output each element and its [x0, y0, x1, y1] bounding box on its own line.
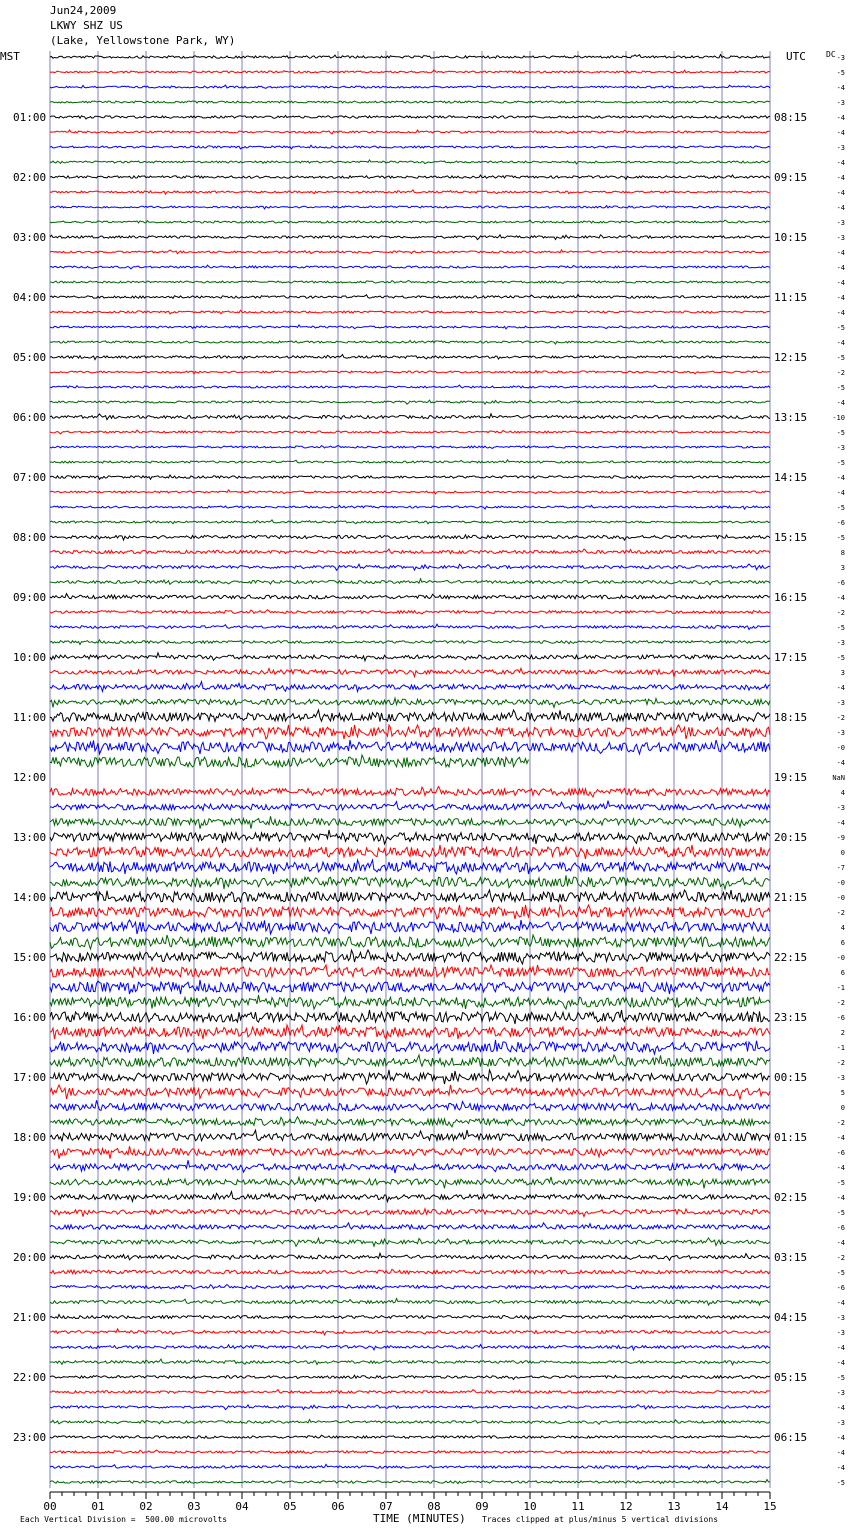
trace-offset-label: -4	[836, 1344, 845, 1352]
trace-82	[50, 1285, 770, 1290]
trace-offset-label: -3	[836, 444, 845, 452]
right-hour-label: 06:15	[774, 1431, 808, 1444]
trace-12	[50, 235, 770, 240]
trace-92	[50, 1435, 770, 1438]
trace-offset-label: 4	[840, 789, 845, 797]
right-hour-label: 03:15	[774, 1251, 808, 1264]
trace-40	[50, 653, 770, 661]
trace-offset-label: -3	[836, 54, 845, 62]
trace-83	[50, 1299, 770, 1306]
trace-28	[50, 475, 770, 479]
trace-8	[50, 175, 770, 180]
right-hour-label: 10:15	[774, 231, 808, 244]
trace-44	[50, 710, 770, 722]
trace-69	[50, 1085, 770, 1099]
right-hour-label: 04:15	[774, 1311, 808, 1324]
trace-offset-label: -3	[836, 729, 845, 737]
left-hour-label: 06:00	[13, 411, 47, 424]
trace-offset-label: -3	[836, 234, 845, 242]
trace-offset-label: 5	[840, 1089, 845, 1097]
trace-offset-label: -6	[836, 579, 845, 587]
trace-offset-label: -4	[836, 1134, 845, 1142]
trace-1	[50, 70, 770, 73]
trace-47	[50, 755, 529, 767]
trace-31	[50, 520, 770, 524]
trace-offset-label: -5	[836, 504, 845, 512]
right-hour-label: 11:15	[774, 291, 808, 304]
trace-35	[50, 579, 770, 585]
trace-offset-label: -4	[836, 279, 845, 287]
trace-offset-label: -4	[836, 1299, 845, 1307]
trace-94	[50, 1464, 770, 1469]
trace-offset-label: -4	[836, 1404, 845, 1412]
left-hour-label: 05:00	[13, 351, 47, 364]
trace-offset-label: -6	[836, 1149, 845, 1157]
x-tick-label: 02	[139, 1500, 153, 1513]
trace-offset-label: -0	[836, 879, 845, 887]
trace-22	[50, 385, 770, 388]
right-hour-label: 01:15	[774, 1131, 808, 1144]
trace-offset-label: -4	[836, 159, 845, 167]
trace-33	[50, 549, 770, 554]
trace-68	[50, 1070, 770, 1084]
trace-offset-label: -6	[836, 519, 845, 527]
x-tick-label: 08	[427, 1500, 441, 1513]
trace-offset-label: -3	[836, 1389, 845, 1397]
clip-note: Traces clipped at plus/minus 5 vertical divisions	[482, 1515, 719, 1524]
trace-offset-label: 3	[840, 669, 845, 677]
trace-64	[50, 1010, 770, 1024]
trace-offset-label: -5	[836, 384, 845, 392]
x-tick-label: 06	[331, 1500, 345, 1513]
x-tick-label: 11	[571, 1500, 585, 1513]
right-hour-label: 00:15	[774, 1071, 808, 1084]
trace-17	[50, 310, 770, 314]
right-hour-label: 20:15	[774, 831, 808, 844]
trace-offset-label: -3	[836, 1329, 845, 1337]
trace-58	[50, 920, 770, 934]
trace-76	[50, 1192, 770, 1202]
x-tick-label: 00	[43, 1500, 57, 1513]
trace-16	[50, 294, 770, 298]
left-hour-label: 22:00	[13, 1371, 47, 1384]
left-hour-label: 20:00	[13, 1251, 47, 1264]
trace-0	[50, 55, 770, 59]
trace-offset-label: -4	[836, 819, 845, 827]
trace-offset-label: -4	[836, 1164, 845, 1172]
right-hour-label: 15:15	[774, 531, 808, 544]
x-axis-label: TIME (MINUTES)	[373, 1512, 466, 1525]
trace-25	[50, 430, 770, 434]
trace-offset-label: -0	[836, 954, 845, 962]
trace-offset-label: NaN	[832, 774, 845, 782]
trace-59	[50, 935, 770, 949]
trace-53	[50, 845, 770, 859]
trace-offset-label: -2	[836, 999, 845, 1007]
trace-offset-label: -5	[836, 534, 845, 542]
trace-67	[50, 1055, 770, 1067]
trace-41	[50, 668, 770, 676]
left-hour-label: 11:00	[13, 711, 47, 724]
trace-offset-label: -3	[836, 1314, 845, 1322]
trace-offset-label: -5	[836, 624, 845, 632]
trace-offset-label: -3	[836, 1074, 845, 1082]
trace-offset-label: -4	[836, 1449, 845, 1457]
trace-65	[50, 1025, 770, 1039]
trace-23	[50, 400, 770, 404]
trace-offset-label: -2	[836, 609, 845, 617]
dc-label: DC	[826, 50, 836, 59]
trace-offset-label: -4	[836, 129, 845, 137]
trace-46	[50, 740, 770, 754]
trace-70	[50, 1100, 770, 1110]
trace-77	[50, 1209, 770, 1217]
trace-offset-label: -4	[836, 1464, 845, 1472]
x-tick-label: 13	[667, 1500, 681, 1513]
trace-offset-label: -5	[836, 1269, 845, 1277]
left-hour-label: 10:00	[13, 651, 47, 664]
left-hour-label: 02:00	[13, 171, 47, 184]
trace-offset-label: -6	[836, 1224, 845, 1232]
trace-89	[50, 1390, 770, 1394]
trace-34	[50, 564, 770, 570]
trace-84	[50, 1315, 770, 1320]
trace-offset-label: -0	[836, 744, 845, 752]
left-hour-label: 19:00	[13, 1191, 47, 1204]
trace-81	[50, 1269, 770, 1274]
trace-offset-label: -4	[836, 1359, 845, 1367]
x-tick-label: 01	[91, 1500, 105, 1513]
trace-78	[50, 1223, 770, 1229]
trace-offset-label: -4	[836, 174, 845, 182]
x-tick-label: 07	[379, 1500, 393, 1513]
header-date: Jun24,2009	[50, 4, 117, 17]
trace-54	[50, 860, 770, 874]
left-hour-label: 18:00	[13, 1131, 47, 1144]
right-timezone-label: UTC	[786, 50, 806, 63]
trace-49	[50, 787, 770, 797]
left-timezone-label: MST	[0, 50, 20, 63]
trace-42	[50, 682, 770, 692]
left-hour-label: 23:00	[13, 1431, 47, 1444]
trace-offset-label: -4	[836, 264, 845, 272]
x-tick-label: 04	[235, 1500, 249, 1513]
trace-37	[50, 610, 770, 614]
trace-offset-label: -3	[836, 699, 845, 707]
scale-note: Each Vertical Division = 500.00 microvolts	[20, 1515, 228, 1524]
trace-offset-label: -2	[836, 909, 845, 917]
trace-offset-label: -3	[836, 639, 845, 647]
trace-27	[50, 460, 770, 463]
trace-91	[50, 1420, 770, 1425]
trace-offset-label: -4	[836, 1434, 845, 1442]
trace-61	[50, 965, 770, 978]
trace-offset-label: -5	[836, 69, 845, 77]
trace-43	[50, 698, 770, 707]
trace-offset-label: 0	[840, 1104, 845, 1112]
trace-offset-label: -7	[836, 864, 845, 872]
trace-14	[50, 265, 770, 269]
trace-offset-label: -1	[836, 984, 845, 992]
trace-9	[50, 190, 770, 194]
right-hour-label: 05:15	[774, 1371, 808, 1384]
trace-15	[50, 281, 770, 284]
trace-71	[50, 1117, 770, 1127]
left-hour-label: 14:00	[13, 891, 47, 904]
trace-63	[50, 995, 770, 1009]
trace-offset-label: -4	[836, 84, 845, 92]
trace-93	[50, 1450, 770, 1454]
right-hour-label: 21:15	[774, 891, 808, 904]
trace-80	[50, 1253, 770, 1260]
right-hour-label: 09:15	[774, 171, 808, 184]
trace-offset-label: -5	[836, 1374, 845, 1382]
trace-4	[50, 116, 770, 120]
trace-offset-label: 4	[840, 924, 845, 932]
left-hour-label: 15:00	[13, 951, 47, 964]
trace-36	[50, 594, 770, 599]
trace-offset-label: -2	[836, 1119, 845, 1127]
right-hour-label: 14:15	[774, 471, 808, 484]
trace-10	[50, 206, 770, 209]
trace-offset-label: -5	[836, 324, 845, 332]
left-hour-label: 21:00	[13, 1311, 47, 1324]
trace-86	[50, 1345, 770, 1350]
trace-offset-label: -3	[836, 1419, 845, 1427]
trace-offset-label: 8	[840, 549, 845, 557]
x-tick-label: 09	[475, 1500, 489, 1513]
trace-30	[50, 505, 770, 509]
trace-21	[50, 371, 770, 374]
trace-6	[50, 145, 770, 149]
trace-offset-label: -6	[836, 1284, 845, 1292]
trace-offset-label: -4	[836, 204, 845, 212]
trace-39	[50, 640, 770, 645]
right-hour-label: 02:15	[774, 1191, 808, 1204]
trace-offset-label: -4	[836, 1194, 845, 1202]
x-tick-label: 15	[763, 1500, 777, 1513]
trace-offset-label: -5	[836, 654, 845, 662]
trace-20	[50, 355, 770, 360]
trace-offset-label: -0	[836, 894, 845, 902]
trace-offset-label: -4	[836, 684, 845, 692]
header-station: LKWY SHZ US	[50, 19, 123, 32]
trace-66	[50, 1040, 770, 1054]
time-axis	[43, 1492, 776, 1513]
trace-18	[50, 325, 770, 329]
left-hour-label: 09:00	[13, 591, 47, 604]
trace-2	[50, 85, 770, 88]
trace-24	[50, 414, 770, 420]
trace-62	[50, 980, 770, 994]
trace-offset-label: -1	[836, 1044, 845, 1052]
x-tick-label: 03	[187, 1500, 201, 1513]
trace-offset-label: -2	[836, 1059, 845, 1067]
trace-52	[50, 830, 770, 844]
trace-offset-label: -4	[836, 309, 845, 317]
trace-offset-label: -4	[836, 489, 845, 497]
trace-offset-label: -5	[836, 459, 845, 467]
left-hour-label: 08:00	[13, 531, 47, 544]
trace-19	[50, 340, 770, 344]
trace-11	[50, 220, 770, 223]
trace-offset-label: -4	[836, 1239, 845, 1247]
left-hour-label: 03:00	[13, 231, 47, 244]
trace-offset-label: -5	[836, 1209, 845, 1217]
trace-offset-label: 0	[840, 849, 845, 857]
x-tick-label: 05	[283, 1500, 297, 1513]
trace-85	[50, 1329, 770, 1335]
right-hour-label: 19:15	[774, 771, 808, 784]
trace-offset-label: -4	[836, 339, 845, 347]
trace-offset-label: -4	[836, 399, 845, 407]
right-hour-label: 08:15	[774, 111, 808, 124]
trace-offset-label: -5	[836, 429, 845, 437]
trace-79	[50, 1238, 770, 1246]
trace-group	[50, 55, 770, 1484]
trace-7	[50, 160, 770, 164]
trace-offset-label: -9	[836, 834, 845, 842]
right-hour-label: 18:15	[774, 711, 808, 724]
trace-offset-label: -3	[836, 99, 845, 107]
trace-offset-label: -4	[836, 294, 845, 302]
right-hour-label: 22:15	[774, 951, 808, 964]
trace-offset-label: -4	[836, 114, 845, 122]
trace-offset-label: 2	[840, 1029, 845, 1037]
trace-57	[50, 905, 770, 919]
right-hour-label: 12:15	[774, 351, 808, 364]
trace-offset-label: -6	[836, 1014, 845, 1022]
trace-offset-label: -3	[836, 144, 845, 152]
trace-offset-label: -5	[836, 1179, 845, 1187]
trace-75	[50, 1177, 770, 1189]
x-tick-label: 14	[715, 1500, 729, 1513]
right-hour-label: 17:15	[774, 651, 808, 664]
trace-offset-label: -5	[836, 354, 845, 362]
trace-60	[50, 950, 770, 964]
trace-offset-label: -4	[836, 759, 845, 767]
trace-51	[50, 816, 770, 829]
trace-offset-label: -2	[836, 1254, 845, 1262]
trace-90	[50, 1405, 770, 1410]
trace-50	[50, 801, 770, 811]
trace-3	[50, 101, 770, 103]
trace-offset-label: -4	[836, 249, 845, 257]
trace-45	[50, 725, 770, 739]
trace-55	[50, 875, 770, 889]
left-hour-label: 16:00	[13, 1011, 47, 1024]
trace-88	[50, 1375, 770, 1379]
trace-offset-label: 3	[840, 564, 845, 572]
left-hour-label: 12:00	[13, 771, 47, 784]
trace-72	[50, 1130, 770, 1141]
trace-26	[50, 446, 770, 449]
trace-5	[50, 130, 770, 134]
trace-29	[50, 490, 770, 494]
trace-offset-label: -4	[836, 189, 845, 197]
header-location: (Lake, Yellowstone Park, WY)	[50, 34, 236, 47]
right-hour-label: 16:15	[774, 591, 808, 604]
left-hour-label: 04:00	[13, 291, 47, 304]
trace-offset-label: -10	[832, 414, 845, 422]
x-tick-label: 10	[523, 1500, 537, 1513]
trace-offset-label: -3	[836, 804, 845, 812]
x-tick-label: 12	[619, 1500, 633, 1513]
right-hour-label: 13:15	[774, 411, 808, 424]
left-hour-label: 13:00	[13, 831, 47, 844]
left-hour-label: 01:00	[13, 111, 47, 124]
trace-offset-label: -4	[836, 594, 845, 602]
left-hour-label: 17:00	[13, 1071, 47, 1084]
trace-offset-label: -2	[836, 714, 845, 722]
trace-32	[50, 535, 770, 540]
trace-offset-label: 6	[840, 939, 845, 947]
trace-87	[50, 1359, 770, 1365]
trace-offset-label: -4	[836, 474, 845, 482]
trace-74	[50, 1160, 770, 1173]
trace-38	[50, 624, 770, 629]
trace-offset-label: -5	[836, 1479, 845, 1487]
trace-13	[50, 250, 770, 254]
trace-offset-label: -2	[836, 369, 845, 377]
trace-56	[50, 890, 770, 902]
right-hour-label: 23:15	[774, 1011, 808, 1024]
trace-offset-label: -3	[836, 219, 845, 227]
trace-73	[50, 1146, 770, 1159]
trace-95	[50, 1480, 770, 1484]
left-hour-label: 07:00	[13, 471, 47, 484]
trace-offset-label: 6	[840, 969, 845, 977]
